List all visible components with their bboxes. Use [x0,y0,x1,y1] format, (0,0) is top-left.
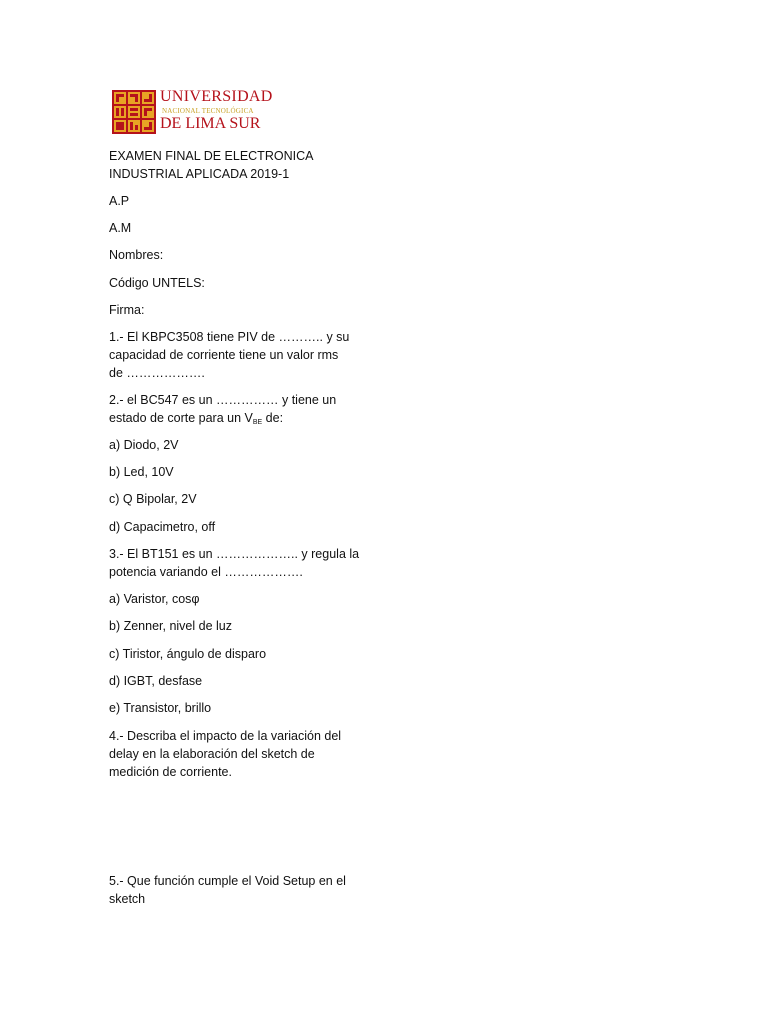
field-am: A.M [109,221,132,235]
field-codigo: Código UNTELS: [109,276,205,290]
field-firma: Firma: [109,303,145,317]
question-3-option-b: b) Zenner, nivel de luz [109,619,232,633]
exam-title-line-1: EXAMEN FINAL DE ELECTRONICA [109,149,314,163]
question-1-line-1: 1.- El KBPC3508 tiene PIV de ……….. y su [109,330,350,344]
question-3-option-c: c) Tiristor, ángulo de disparo [109,647,267,661]
question-4-line-2: delay en la elaboración del sketch de [109,747,315,761]
question-5-line-1: 5.- Que función cumple el Void Setup en el [109,874,346,888]
question-3-option-d: d) IGBT, desfase [109,674,203,688]
question-3-line-2: potencia variando el ………………. [109,565,303,579]
logo-line-universidad: UNIVERSIDAD [160,88,273,105]
question-1-line-2: capacidad de corriente tiene un valor rms [109,348,339,362]
question-2-text-prefix: estado de corte para un V [109,411,253,425]
question-2-text-suffix: de: [262,411,284,425]
question-3-option-a: a) Varistor, cosφ [109,592,200,606]
question-5-line-2: sketch [109,892,146,906]
university-emblem-icon [112,90,156,134]
question-2-line-2 [109,409,369,432]
question-2-option-b: b) Led, 10V [109,465,174,479]
logo-line-lima-sur: DE LIMA SUR [160,115,261,132]
question-3-option-e: e) Transistor, brillo [109,701,212,715]
field-nombres: Nombres: [109,248,164,262]
exam-title-line-2: INDUSTRIAL APLICADA 2019-1 [109,167,290,181]
question-2-option-a: a) Diodo, 2V [109,438,179,452]
question-2-option-d: d) Capacimetro, off [109,520,216,534]
question-2-subscript: BE [252,419,263,426]
field-ap: A.P [109,194,130,208]
question-3-line-1: 3.- El BT151 es un ……………….. y regula la [109,547,360,561]
university-name [160,88,290,136]
question-2-option-c: c) Q Bipolar, 2V [109,492,197,506]
university-logo [112,88,282,136]
question-2-line-1: 2.- el BC547 es un …………… y tiene un [109,393,337,407]
question-1-line-3: de ………………. [109,366,205,380]
logo-line-nacional: NACIONAL TECNOLÓGICA [162,107,254,115]
question-4-line-1: 4.- Describa el impacto de la variación del [109,729,342,743]
question-4-line-3: medición de corriente. [109,765,232,779]
